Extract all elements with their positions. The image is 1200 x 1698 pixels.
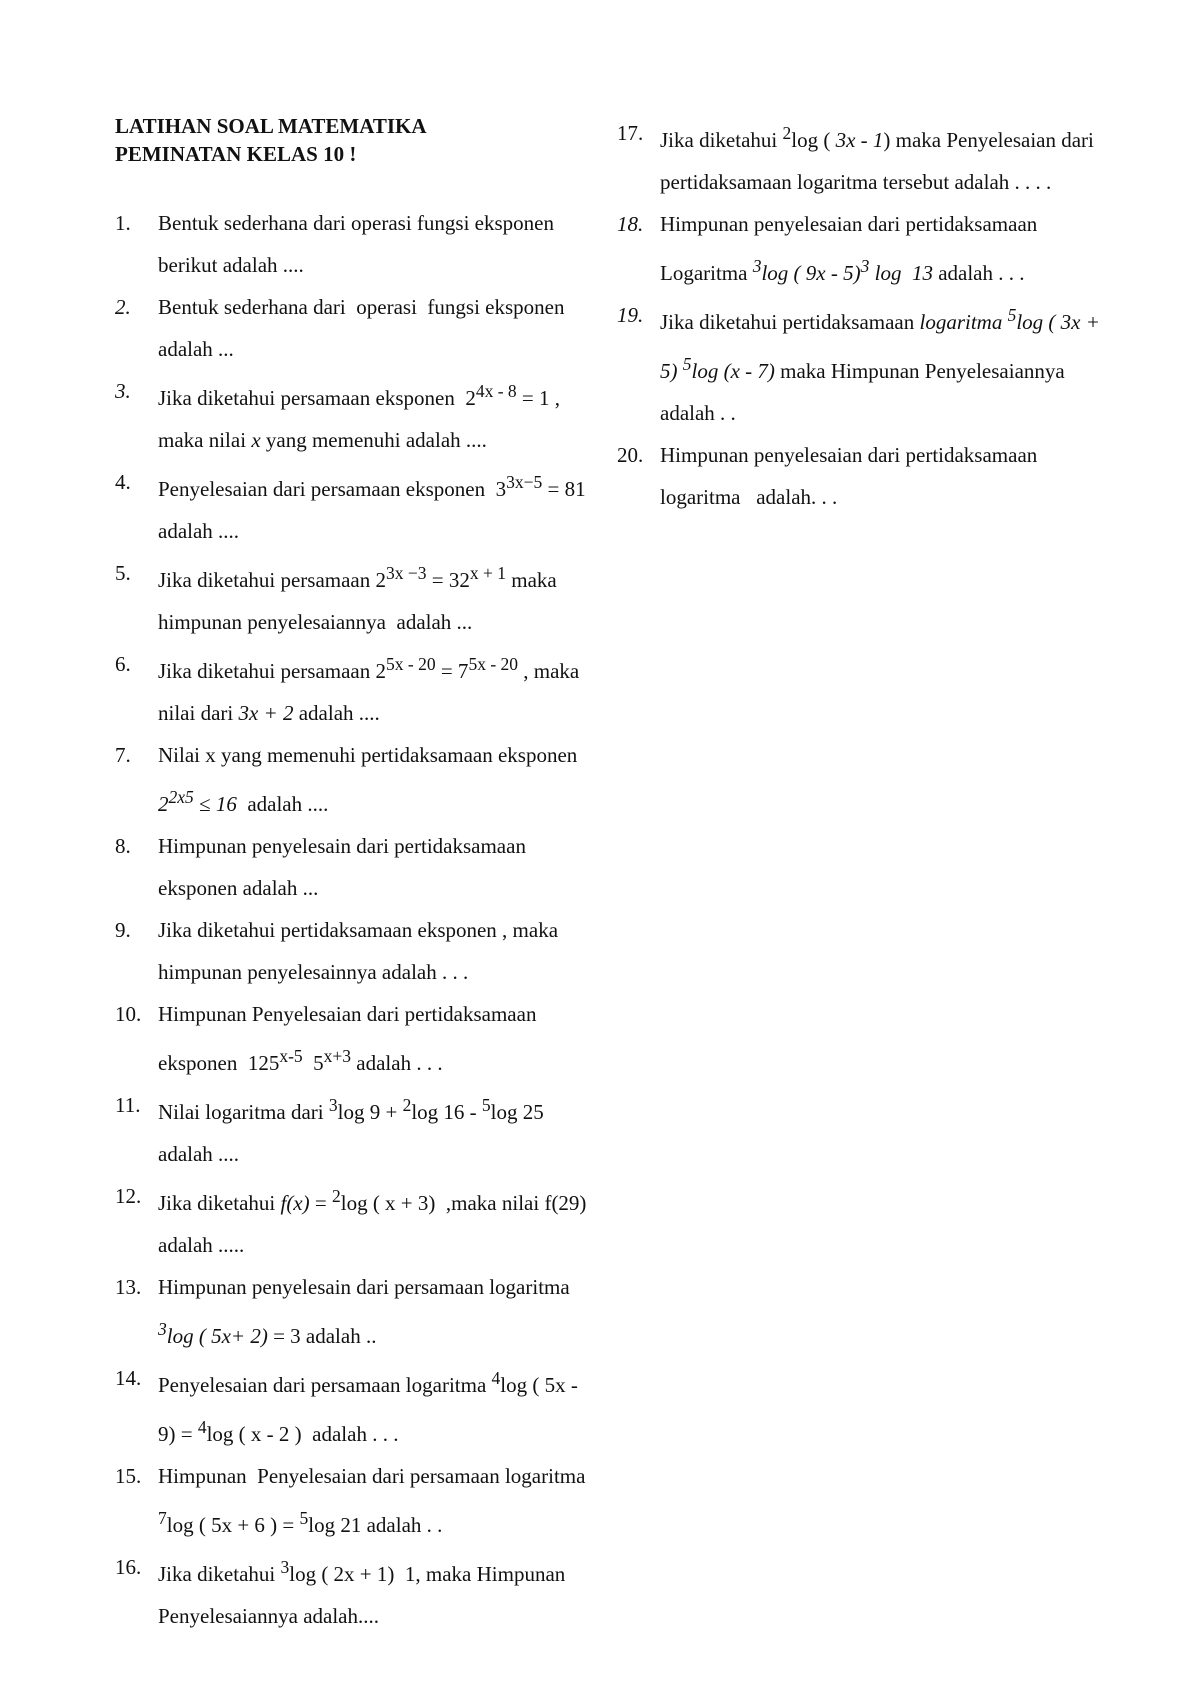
question-number: 9. [115,918,131,942]
question-number: 4. [115,470,131,494]
question-text: Jika diketahui persamaan $2^{5x - 20} = 7^{5x - 20}$ , maka nilai dari 3x + 2 adalah .... [158,654,580,725]
question-text: Jika diketahui persamaan $2^{3x -3} = 32^{x + 1}$ maka himpunan penyelesaiannya adalah ... [158,563,557,634]
question-item [617,203,1117,294]
question-item [115,1084,595,1175]
question-number: 3. [115,379,131,403]
question-number: 12. [115,1184,142,1208]
question-text: Jika diketahui $^3$log ( 2x + 1) 1, maka Himpunan Penyelesaiannya adalah.... [158,1557,566,1628]
question-number: 6. [115,652,131,676]
question-number: 16. [115,1555,142,1579]
question-text: Bentuk sederhana dari operasi fungsi eksponen adalah ... [158,295,575,361]
question-text: Jika diketahui f(x) = $^2$log ( x + 3) ,maka nilai f(29) adalah ..... [158,1186,587,1257]
question-text: Himpunan penyelesain dari pertidaksamaan eksponen adalah ... [158,834,526,900]
question-number: 17. [617,121,644,145]
question-text: Himpunan Penyelesaian dari pertidaksamaan eksponen 125$^{x-5}$ $5^{x+3}$ adalah . . . [158,1002,537,1075]
question-item [115,202,595,286]
question-item [115,909,595,993]
question-text: Penyelesaian dari persamaan logaritma $^4$log ( 5x - 9) = $^4$log ( x - 2 ) adalah . . . [158,1368,578,1446]
question-item [115,552,595,643]
question-item [115,1357,595,1455]
question-item [115,643,595,734]
question-number: 7. [115,743,131,767]
question-text: Nilai logaritma dari $^3$log 9 + $^2$log 16 - $^5$log 25 adalah .... [158,1095,544,1166]
question-item [115,734,595,825]
question-number: 15. [115,1464,142,1488]
question-number: 10. [115,1002,142,1026]
question-item [115,825,595,909]
question-text: Himpunan Penyelesaian dari persamaan logaritma $^7$log ( 5x + 6 ) = $^5$log 21 adalah . . [158,1464,591,1537]
question-item [115,286,595,370]
question-number: 18. [617,212,644,236]
question-item [617,112,1117,203]
question-text: Bentuk sederhana dari operasi fungsi eksponen berikut adalah .... [158,211,560,277]
question-item [617,294,1117,434]
question-list-left [115,202,595,1637]
question-item [115,1546,595,1637]
worksheet-title: LATIHAN SOAL MATEMATIKA PEMINATAN KELAS 10 ! [115,114,427,166]
question-number: 20. [617,443,644,467]
question-item [115,370,595,461]
question-text: Penyelesaian dari persamaan eksponen $3^{3x-5} = 81$ adalah .... [158,472,586,543]
question-text: Himpunan penyelesaian dari pertidaksamaan logaritma adalah. . . [660,443,1038,509]
question-number: 5. [115,561,131,585]
question-text: Jika diketahui pertidaksamaan eksponen , maka himpunan penyelesainnya adalah . . . [158,918,559,984]
right-column [617,112,1117,518]
question-item [115,1455,595,1546]
question-number: 13. [115,1275,142,1299]
left-column [115,112,595,1637]
question-number: 2. [115,295,131,319]
question-number: 19. [617,303,644,327]
question-text: Jika diketahui persamaan eksponen $2^{4x - 8} = 1$ , maka nilai x yang memenuhi adalah .... [158,381,560,452]
question-item [115,461,595,552]
question-text: Nilai x yang memenuhi pertidaksamaan eksponen $2^{2x5} \le 16$ adalah .... [158,743,578,816]
question-number: 8. [115,834,131,858]
question-item [115,993,595,1084]
question-item [115,1266,595,1357]
question-text: Himpunan penyelesain dari persamaan logaritma $^3$log ( 5x+ 2) = 3 adalah .. [158,1275,570,1348]
question-text: Jika diketahui $^2$log ( 3x - 1) maka Penyelesaian dari pertidaksamaan logaritma tersebut adalah . . . . [660,123,1094,194]
question-list-right [617,112,1117,518]
question-number: 1. [115,211,131,235]
question-number: 11. [115,1093,141,1117]
question-item [617,434,1117,518]
question-item [115,1175,595,1266]
question-text: Himpunan penyelesaian dari pertidaksamaan Logaritma $^3$log ( 9x - 5)$^3$ log 13 adalah . . . [660,212,1038,285]
question-text: Jika diketahui pertidaksamaan logaritma $^5$log ( 3x + 5) $^5$log (x - 7) maka Himpunan Penyelesaiannya adalah . . [660,305,1100,425]
question-number: 14. [115,1366,142,1390]
